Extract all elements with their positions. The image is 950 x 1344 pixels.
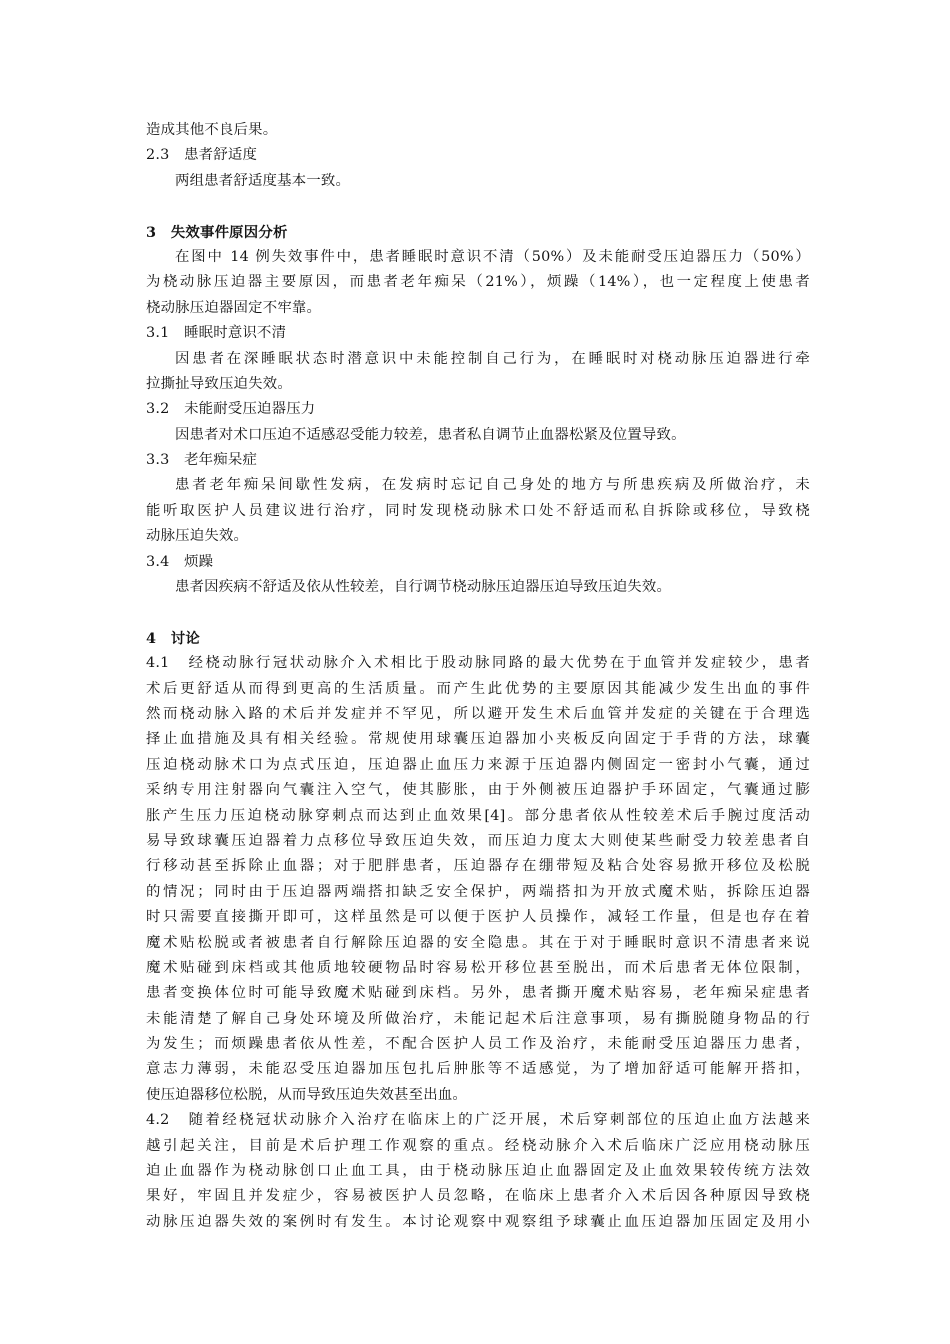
subsection-heading-3-3: 3.3 老年痴呆症 [146,452,258,469]
text-line: 择止血措施及具有相关经验。常规使用球囊压迫器加小夹板反向固定于手背的方法，球囊 [146,731,810,748]
text-line: 的情况；同时由于压迫器两端搭扣缺乏安全保护，两端搭扣为开放式魔术贴，拆除压迫器 [146,883,810,900]
text-line: 患者变换体位时可能导致魔术贴碰到床档。另外，患者撕开魔术贴容易，老年痴呆症患者 [146,985,810,1002]
section-gap [146,194,810,219]
text-line: 动脉压迫失效。 [146,528,249,545]
text-line: 越引起关注，目前是术后护理工作观察的重点。经桡动脉介入术后临床广泛应用桡动脉压 [146,1137,810,1154]
text-line: 时只需要直接撕开即可，这样虽然是可以便于医护人员操作，减轻工作量，但是也存在着 [146,909,810,926]
text-line: 魔术贴松脱或者被患者自行解除压迫器的安全隐患。其在于对于睡眠时意识不清患者来说 [146,934,810,951]
text-line: 造成其他不良后果。 [146,122,278,138]
section-heading-4: 4 讨论 [146,629,200,647]
text-line: 行移动甚至拆除止血器；对于肥胖患者，压迫器存在绷带短及粘合处容易掀开移位及松脱 [146,858,810,875]
text-line: 桡动脉压迫器固定不牢靠。 [146,299,322,316]
text-line: 因患者在深睡眠状态时潜意识中未能控制自己行为，在睡眠时对桡动脉压迫器进行牵 [175,350,810,367]
section-gap [146,600,810,625]
text-line: 术后更舒适从而得到更高的生活质量。而产生此优势的主要原因其能减少发生出血的事件 [146,680,810,697]
text-line: 能听取医护人员建议进行治疗，同时发现桡动脉术口处不舒适而私自拆除或移位，导致桡 [146,502,810,519]
text-line: 动脉压迫器失效的案例时有发生。本讨论观察中观察组予球囊止血压迫器加压固定及用小 [146,1213,810,1230]
text-line: 魔术贴碰到床档或其他质地较硬物品时容易松开移位甚至脱出，而术后患者无体位限制， [146,959,810,976]
text-line: 为桡动脉压迫器主要原因，而患者老年痴呆（21%），烦躁（14%），也一定程度上使患者 [146,274,810,291]
text-line: 患者老年痴呆间歇性发病，在发病时忘记自己身处的地方与所患疾病及所做治疗，未 [175,477,810,494]
text-line: 4.1 经桡动脉行冠状动脉介入术相比于股动脉同路的最大优势在于血管并发症较少，患者 [146,655,810,672]
text-line: 迫止血器作为桡动脉创口止血工具，由于桡动脉压迫止血器固定及止血效果较传统方法效 [146,1163,810,1180]
text-line: 采纳专用注射器向气囊注入空气，使其膨胀，由于外侧被压迫器护手环固定，气囊通过膨 [146,782,810,799]
subsection-heading-2-3: 2.3 患者舒适度 [146,147,258,164]
section-heading-3: 3 失效事件原因分析 [146,223,288,241]
text-line: 压迫桡动脉术口为点式压迫，压迫器止血压力来源于压迫器内侧固定一密封小气囊，通过 [146,756,810,773]
text-line: 因患者对术口压迫不适感忍受能力较差，患者私自调节止血器松紧及位置导致。 [175,426,686,443]
document-page [146,118,810,1235]
text-line: 使压迫器移位松脱，从而导致压迫失效甚至出血。 [146,1086,467,1103]
subsection-heading-3-1: 3.1 睡眠时意识不清 [146,325,287,342]
text-line: 拉撕扯导致压迫失效。 [146,375,292,392]
text-line: 未能清楚了解自己身处环境及所做治疗，未能记起术后注意事项，易有撕脱随身物品的行 [146,1010,810,1027]
subsection-heading-3-2: 3.2 未能耐受压迫器压力 [146,401,316,418]
text-line: 在图中 14 例失效事件中，患者睡眠时意识不清（50%）及未能耐受压迫器压力（50%） [175,248,810,265]
text-line: 胀产生压力压迫桡动脉穿刺点而达到止血效果[4]。部分患者依从性较差术后手腕过度活动 [146,807,810,824]
text-line: 意志力薄弱，未能忍受压迫器加压包扎后肿胀等不适感觉，为了增加舒适可能解开搭扣， [146,1061,810,1078]
text-line: 易导致球囊压迫器着力点移位导致压迫失效，而压迫力度太大则使某些耐受力较差患者自 [146,832,810,849]
text-line: 果好，牢固且并发症少，容易被医护人员忽略，在临床上患者介入术后因各种原因导致桡 [146,1188,810,1205]
text-line: 4.2 随着经桡冠状动脉介入治疗在临床上的广泛开展，术后穿刺部位的压迫止血方法越来 [146,1112,810,1129]
paragraph-2-3: 两组患者舒适度基本一致。 [175,172,351,189]
text-line: 为发生；而烦躁患者依从性差，不配合医护人员工作及治疗，未能耐受压迫器压力患者， [146,1036,810,1053]
text-line: 患者因疾病不舒适及依从性较差，自行调节桡动脉压迫器压迫导致压迫失效。 [175,579,672,596]
text-line: 然而桡动脉入路的术后并发症并不罕见，所以避开发生术后血管并发症的关键在于合理选 [146,705,810,722]
subsection-heading-3-4: 3.4 烦躁 [146,553,214,570]
